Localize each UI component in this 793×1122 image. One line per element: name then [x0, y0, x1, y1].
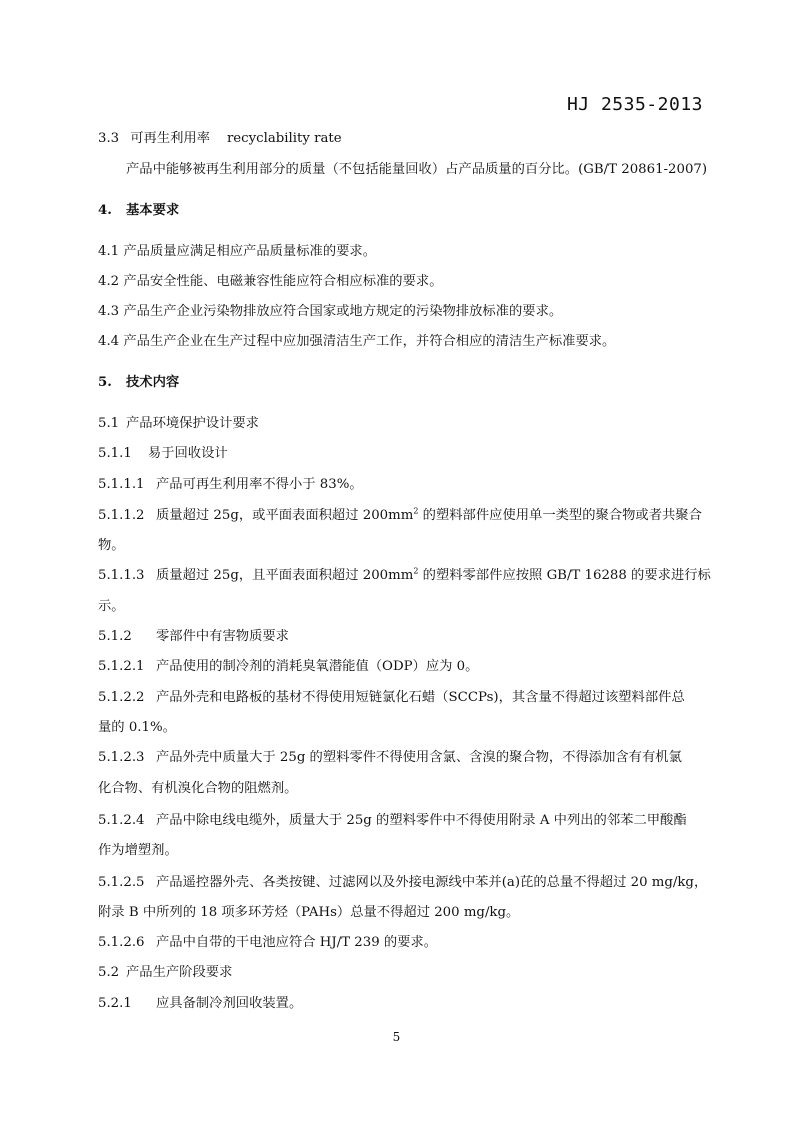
clause-4-1: 4.1 产品质量应满足相应产品质量标准的要求。: [98, 244, 377, 259]
clause-5-1-2-1: 5.1.2.1 产品使用的制冷剂的消耗臭氧潜能值（ODP）应为 0。: [98, 659, 479, 674]
clause-4-4: 4.4 产品生产企业在生产过程中应加强清洁生产工作，并符合相应的清洁生产标准要求。: [98, 334, 616, 349]
term-3-3-definition: 产品中能够被再生利用部分的质量（不包括能量回收）占产品质量的百分比。(GB/T 20861-2007): [126, 162, 708, 177]
section-5-heading: 5. 技术内容: [98, 375, 180, 390]
clause-5-1: 5.1 产品环境保护设计要求: [98, 416, 259, 431]
clause-5-1-2-3-cont: 化合物、有机溴化合物的阻燃剂。: [98, 781, 298, 796]
clause-5-1-1-2: 5.1.1.2 质量超过 25g，或平面表面积超过 $200mm^2$ 的塑料部件应使用单一类型的聚合物或者共聚合: [98, 506, 702, 523]
clause-5-1-2-6: 5.1.2.6 产品中自带的干电池应符合 HJ/T 239 的要求。: [98, 935, 438, 950]
clause-5-1-1-2-cont: 物。: [98, 538, 125, 553]
clause-5-1-1: 5.1.1 易于回收设计: [98, 446, 228, 461]
clause-5-1-2-4: 5.1.2.4 产品中除电线电缆外，质量大于 25g 的塑料零件中不得使用附录 A 中列出的邻苯二甲酸酯: [98, 813, 687, 828]
page-number: 5: [392, 1030, 401, 1044]
clause-5-1-2-5: 5.1.2.5 产品遥控器外壳、各类按键、过滤网以及外接电源线中苯并(a)芘的总量不得超过 20 mg/kg，: [98, 875, 708, 890]
standard-code: HJ 2535-2013: [566, 94, 703, 115]
clause-5-1-2-3: 5.1.2.3 产品外壳中质量大于 25g 的塑料零件不得使用含氯、含溴的聚合物，不得添加含有有机氯: [98, 750, 682, 765]
clause-5-1-2-2-cont: 量的 0.1%。: [98, 720, 176, 735]
section-4-heading: 4. 基本要求: [98, 203, 180, 218]
clause-5-1-1-3: 5.1.1.3 质量超过 25g，且平面表面积超过 $200mm^2$ 的塑料零部件应按照 GB/T 16288 的要求进行标: [98, 566, 711, 583]
term-3-3-heading: 3.3 可再生利用率 recyclability rate: [98, 131, 342, 146]
clause-5-1-2: 5.1.2 零部件中有害物质要求: [98, 629, 289, 644]
clause-5-1-2-5-cont: 附录 B 中所列的 18 项多环芳烃（PAHs）总量不得超过 200 mg/kg。: [98, 905, 520, 920]
clause-5-1-1-3-cont: 示。: [98, 599, 125, 614]
clause-5-2-1: 5.2.1 应具备制冷剂回收装置。: [98, 996, 303, 1011]
clause-4-3: 4.3 产品生产企业污染物排放应符合国家或地方规定的污染物排放标准的要求。: [98, 304, 563, 319]
clause-5-1-1-1: 5.1.1.1 产品可再生利用率不得小于 83%。: [98, 477, 363, 492]
clause-5-1-2-2: 5.1.2.2 产品外壳和电路板的基材不得使用短链氯化石蜡（SCCPs)，其含量不得超过该塑料部件总: [98, 690, 685, 705]
clause-5-2: 5.2 产品生产阶段要求: [98, 965, 233, 980]
clause-4-2: 4.2 产品安全性能、电磁兼容性能应符合相应标准的要求。: [98, 274, 443, 289]
clause-5-1-2-4-cont: 作为增塑剂。: [98, 843, 178, 858]
